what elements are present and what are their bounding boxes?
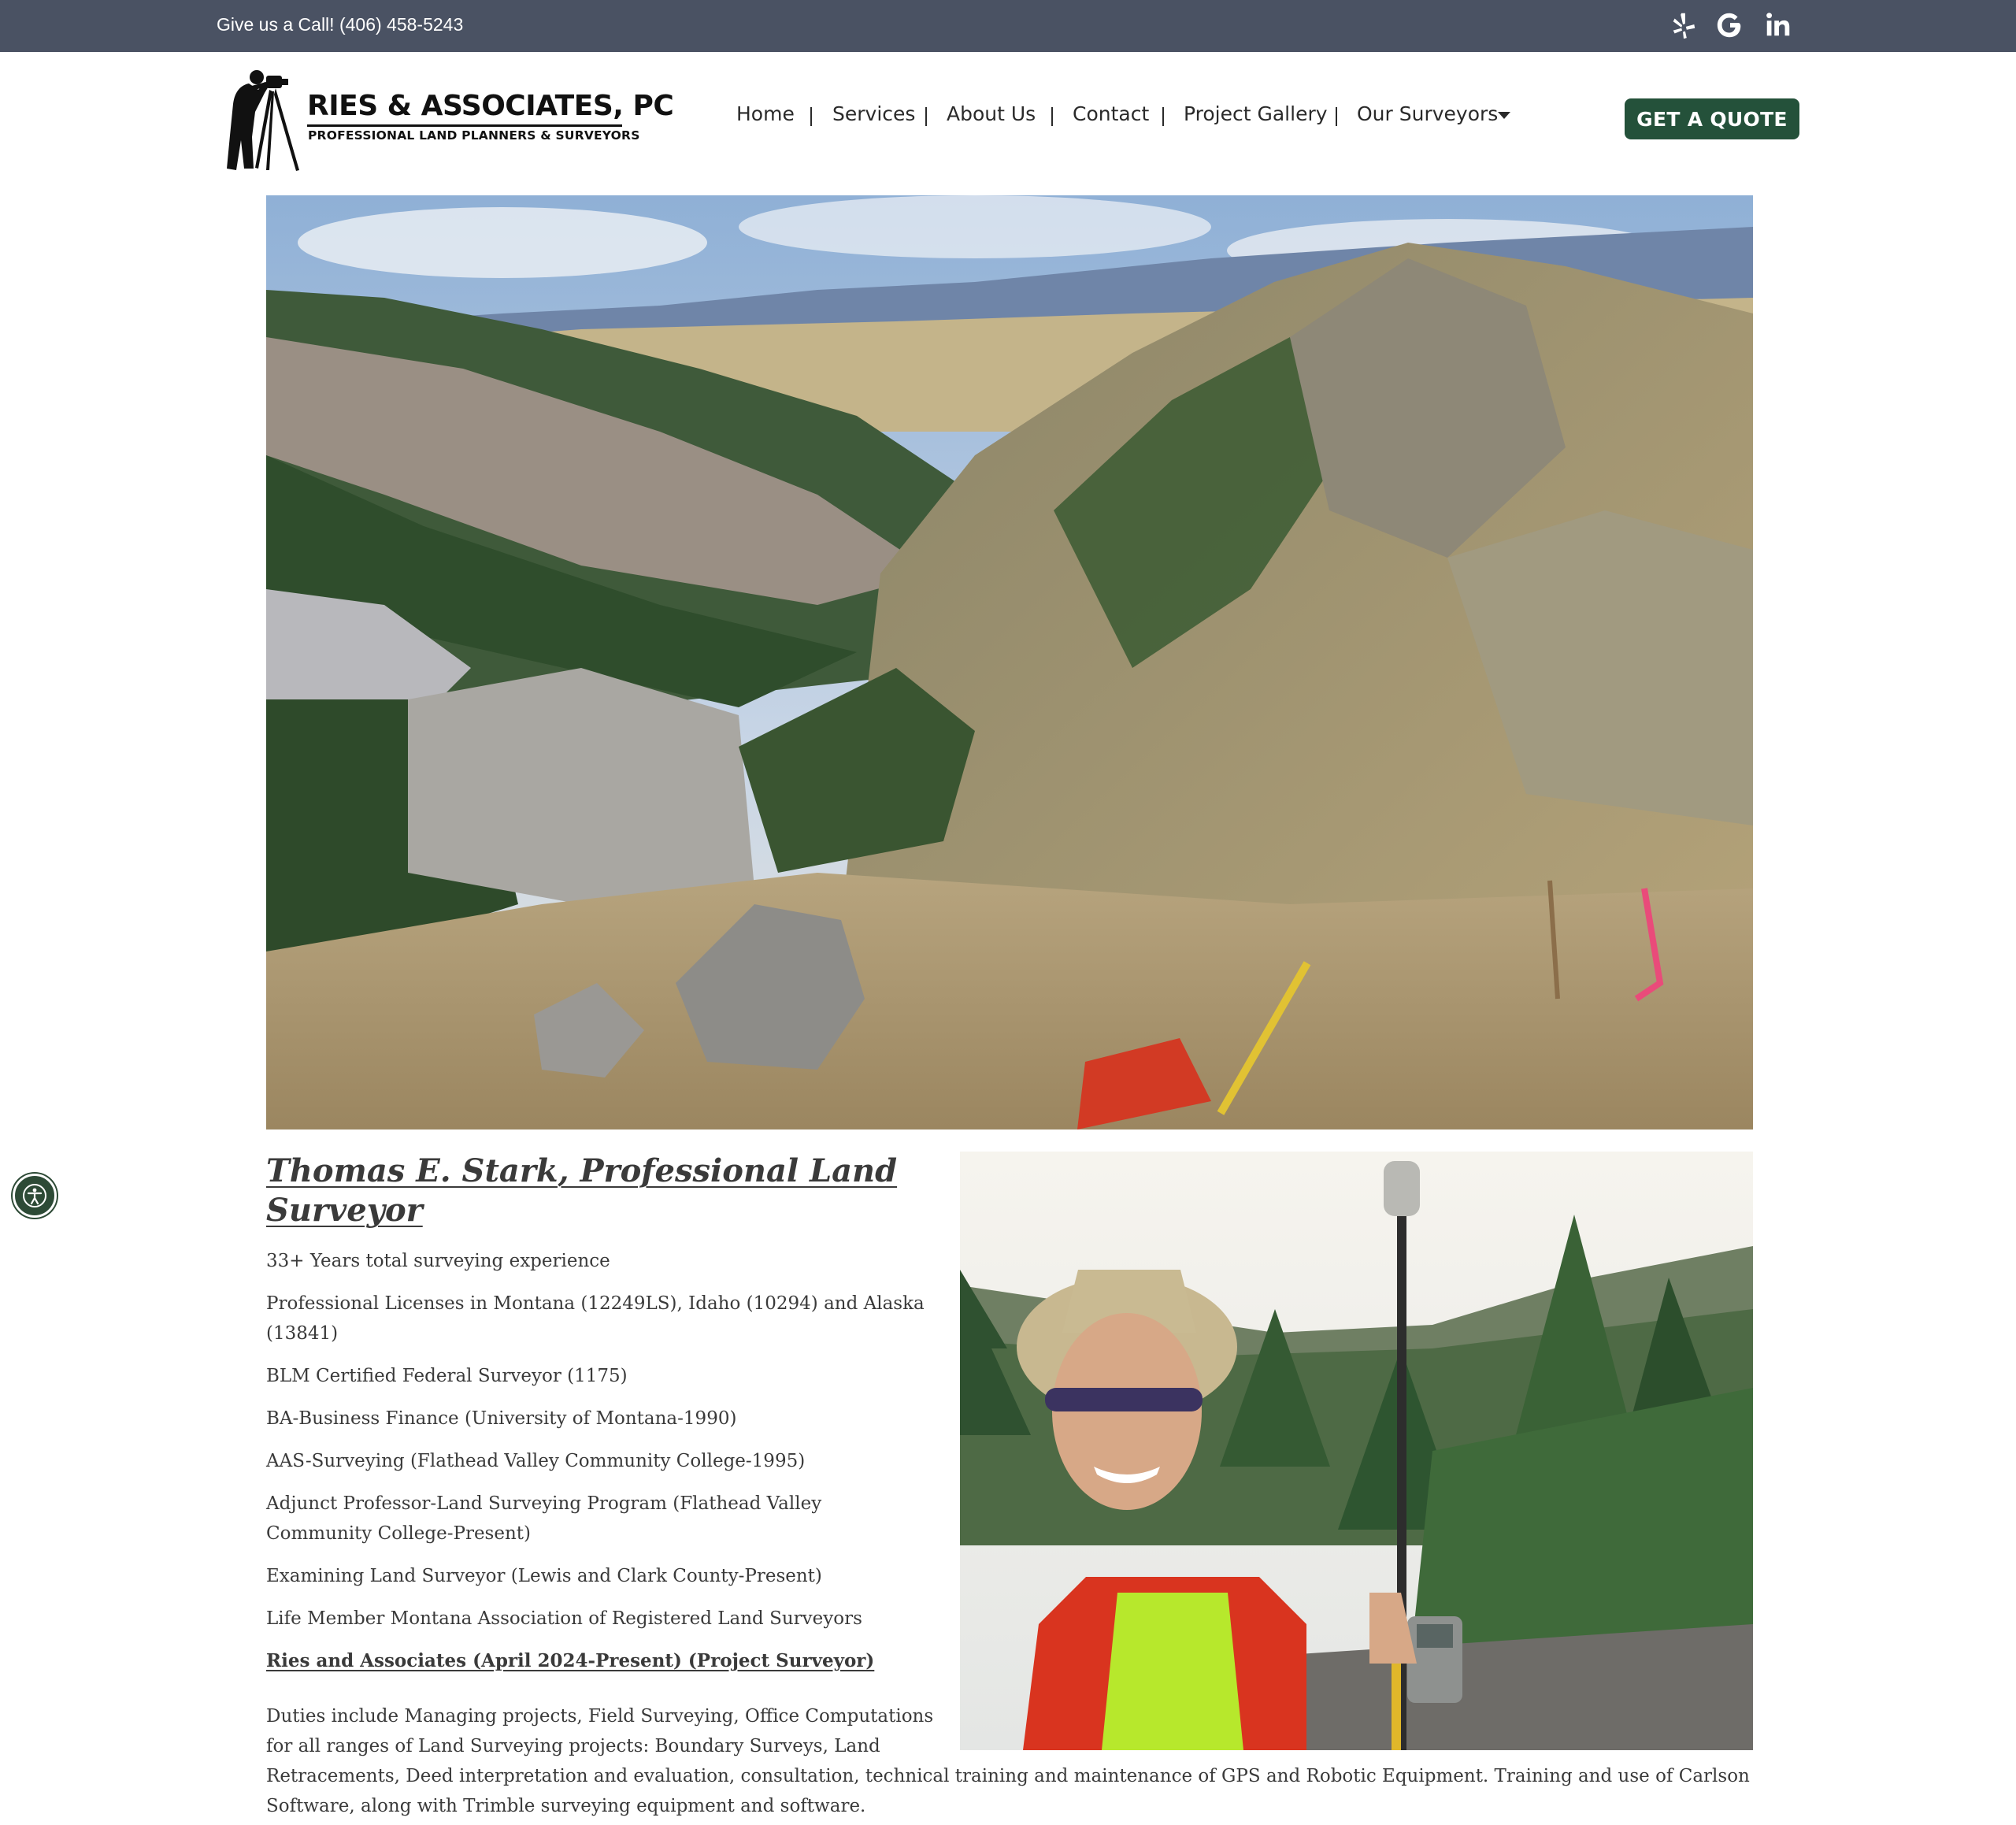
- credential-item: Adjunct Professor-Land Surveying Program (Flathead Valley Community College-Present): [266, 1493, 822, 1544]
- google-icon[interactable]: [1713, 8, 1747, 43]
- linkedin-icon[interactable]: [1761, 8, 1796, 43]
- current-role[interactable]: Ries and Associates (April 2024-Present) (Project Surveyor): [266, 1650, 875, 1671]
- nav-project-gallery[interactable]: Project Gallery: [1184, 102, 1328, 125]
- duties-line: Duties include Managing projects, Field Surveying, Office Computations for all ranges of Land Surveying projects: Boundary Surveys, Land: [266, 1706, 934, 1756]
- logo-subtitle: PROFESSIONAL LAND PLANNERS & SURVEYORS: [308, 128, 640, 143]
- call-text[interactable]: Give us a Call! (406) 458-5243: [217, 14, 464, 35]
- surveyor-portrait-image: [960, 1152, 1753, 1750]
- nav-divider: [925, 107, 927, 126]
- top-bar: [0, 0, 2016, 52]
- logo-title: RIES & ASSOCIATES, PC: [307, 90, 674, 122]
- logo-divider: [307, 124, 622, 127]
- surveyor-name-heading[interactable]: Thomas E. Stark, Professional Land Surveyor: [266, 1152, 898, 1229]
- chevron-down-icon[interactable]: [1498, 112, 1510, 119]
- nav-divider: [1336, 107, 1337, 126]
- duties-line: Retracements, Deed interpretation and evaluation, consultation, technical training and maintenance of GPS and Robotic Equipment. Training and use of Carlson Software, along with Trimble surveying equipment and software.: [266, 1766, 1750, 1816]
- yelp-icon[interactable]: [1666, 8, 1701, 43]
- nav-home[interactable]: Home: [736, 102, 795, 125]
- nav-about-us[interactable]: About Us: [947, 102, 1036, 125]
- nav-divider: [1051, 107, 1053, 126]
- credential-item: AAS-Surveying (Flathead Valley Community College-1995): [266, 1451, 806, 1471]
- nav-divider: [810, 107, 812, 126]
- nav-our-surveyors[interactable]: Our Surveyors: [1357, 102, 1499, 125]
- credential-item: BLM Certified Federal Surveyor (1175): [266, 1366, 628, 1386]
- hero-landscape-image: [266, 195, 1753, 1129]
- nav-divider: [1162, 107, 1164, 126]
- surveyor-silhouette-icon: [220, 65, 309, 175]
- credential-item: Examining Land Surveyor (Lewis and Clark County-Present): [266, 1566, 822, 1586]
- accessibility-button[interactable]: [13, 1174, 57, 1218]
- credential-item: Life Member Montana Association of Registered Land Surveyors: [266, 1608, 862, 1629]
- nav-services[interactable]: Services: [832, 102, 916, 125]
- get-a-quote-button[interactable]: GET A QUOTE: [1625, 98, 1799, 139]
- credential-item: Professional Licenses in Montana (12249LS), Idaho (10294) and Alaska (13841): [266, 1293, 925, 1344]
- company-logo[interactable]: [220, 65, 674, 175]
- surveyor-profile: [266, 1152, 928, 1676]
- credential-item: 33+ Years total surveying experience: [266, 1251, 610, 1271]
- accessibility-icon: [22, 1183, 47, 1208]
- credential-item: BA-Business Finance (University of Montana-1990): [266, 1408, 737, 1429]
- nav-contact[interactable]: Contact: [1073, 102, 1150, 125]
